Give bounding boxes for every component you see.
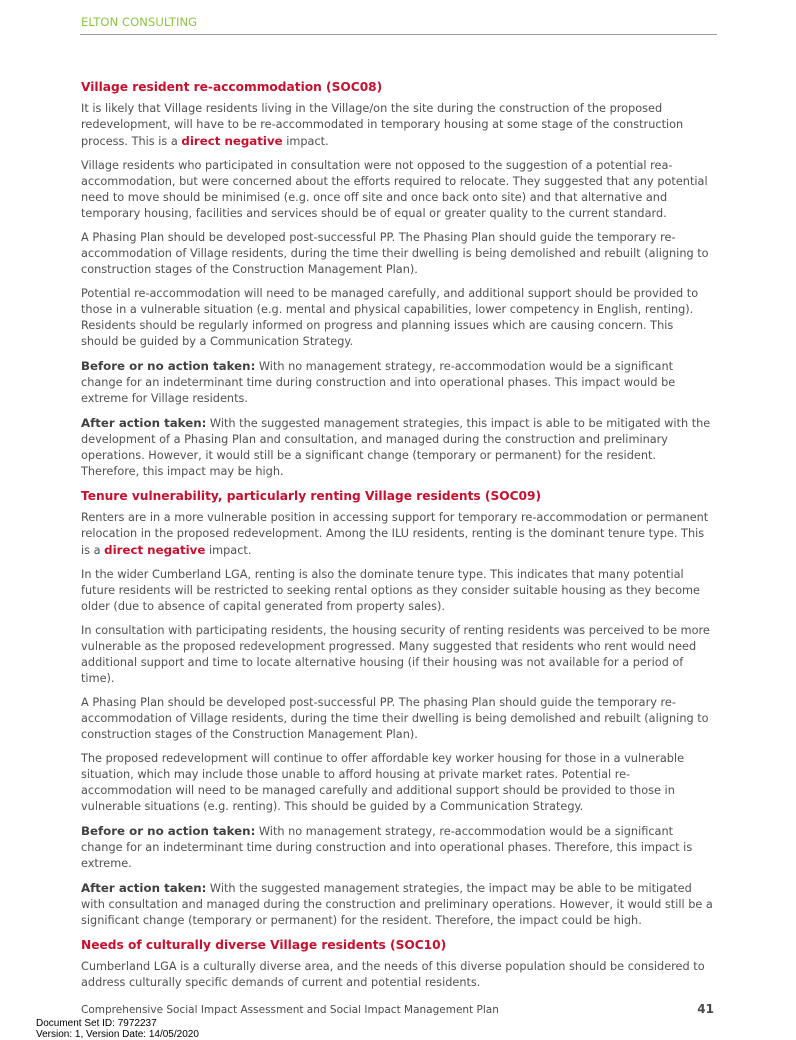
paragraph-after-action: After action taken: With the suggested management strategies, the impact may be able to be mitigated with consultation and managed during the construction and preliminary operations. However, it would still be a significant change (temporary or permanent) for the resident. Therefore, the impact could be high.: [81, 881, 713, 927]
paragraph: The proposed redevelopment will continue to offer affordable key worker housing for those in a vulnerable situation, which may include those unable to afford housing at private market rates. Potential re-accommodation will need to be managed carefully and additional support should be provided to those in vulnerable situations (e.g. renting). This should be guided by a Communication Strategy.: [81, 752, 685, 813]
section-heading-soc08: Village resident re-accommodation (SOC08): [81, 80, 383, 94]
after-action-label: After action taken:: [81, 416, 207, 430]
paragraph: Potential re-accommodation will need to be managed carefully, and additional support should be provided to those in a vulnerable situation (e.g. mental and physical capabilities, lower competency in English, renting). Residents should be regularly informed on progress and planning issues which are causing concern. This should be guided by a Communication Strategy.: [81, 287, 699, 348]
header-brand: ELTON CONSULTING: [81, 15, 198, 29]
impact-direct-negative: direct negative: [181, 134, 283, 148]
footer-title: Comprehensive Social Impact Assessment and Social Impact Management Plan: [81, 1004, 499, 1016]
paragraph: In consultation with participating residents, the housing security of renting residents was perceived to be more vulnerable as the proposed redevelopment progressed. Many suggested that residents who rent would need additional support and time to locate alternative housing (if their housing was not available for a period of time).: [81, 624, 710, 685]
paragraph: Village residents who participated in consultation were not opposed to the suggestion of a potential rea-accommodation, but were concerned about the efforts required to relocate. They suggested that any potential need to move should be minimised (e.g. once off site and once back onto site) and that alternative and temporary housing, facilities and services should be of equal or greater quality to the current standard.: [81, 159, 708, 220]
paragraph: Renters are in a more vulnerable position in accessing support for temporary re-accommodation or permanent relocation in the proposed redevelopment. Among the ILU residents, renting is the dominant tenure type. This is a direct negative impact.: [81, 511, 709, 557]
section-heading-soc10: Needs of culturally diverse Village residents (SOC10): [81, 938, 447, 952]
impact-direct-negative: direct negative: [104, 543, 206, 557]
paragraph-before-action: Before or no action taken: With no management strategy, re-accommodation would be a significant change for an indeterminant time during construction and into operational phases. Therefore, this impact is extreme.: [81, 824, 693, 870]
document-version: Version: 1, Version Date: 14/05/2020: [36, 1029, 199, 1040]
before-action-label: Before or no action taken:: [81, 824, 256, 838]
paragraph-before-action: Before or no action taken: With no management strategy, re-accommodation would be a significant change for an indeterminant time during construction and into operational phases. This impact would be extreme for Village residents.: [81, 359, 676, 405]
document-metadata: [36, 1018, 199, 1040]
document-body: [81, 79, 714, 999]
section-heading-soc09: Tenure vulnerability, particularly renting Village residents (SOC09): [81, 489, 542, 503]
after-action-label: After action taken:: [81, 881, 207, 895]
paragraph: A Phasing Plan should be developed post-successful PP. The Phasing Plan should guide the temporary re-accommodation of Village residents, during the time their dwelling is being demolished and rebuilt (aligning to construction stages of the Construction Management Plan).: [81, 231, 709, 276]
paragraph: In the wider Cumberland LGA, renting is also the dominate tenure type. This indicates that many potential future residents will be restricted to seeking rental options as they consider suitable housing as they become older (due to absence of capital generated from property sales).: [81, 568, 700, 613]
document-set-id: Document Set ID: 7972237: [36, 1018, 157, 1029]
paragraph-after-action: After action taken: With the suggested management strategies, this impact is able to be mitigated with the development of a Phasing Plan and consultation, and managed during the construction and preliminary operations. However, it would still be a significant change (temporary or permanent) for the resident. Therefore, this impact may be high.: [81, 416, 711, 478]
page-number: 41: [697, 1002, 714, 1016]
paragraph: It is likely that Village residents living in the Village/on the site during the construction of the proposed redevelopment, will have to be re-accommodated in temporary housing at some stage of the construction process. This is a direct negative impact.: [81, 102, 684, 148]
header-divider: [80, 34, 717, 35]
paragraph: Cumberland LGA is a culturally diverse area, and the needs of this diverse population should be considered to address culturally specific demands of current and potential residents.: [81, 960, 705, 989]
paragraph: A Phasing Plan should be developed post-successful PP. The phasing Plan should guide the temporary re-accommodation of Village residents, during the time their dwelling is being demolished and rebuilt (aligning to construction stages of the Construction Management Plan).: [81, 696, 709, 741]
before-action-label: Before or no action taken:: [81, 359, 256, 373]
